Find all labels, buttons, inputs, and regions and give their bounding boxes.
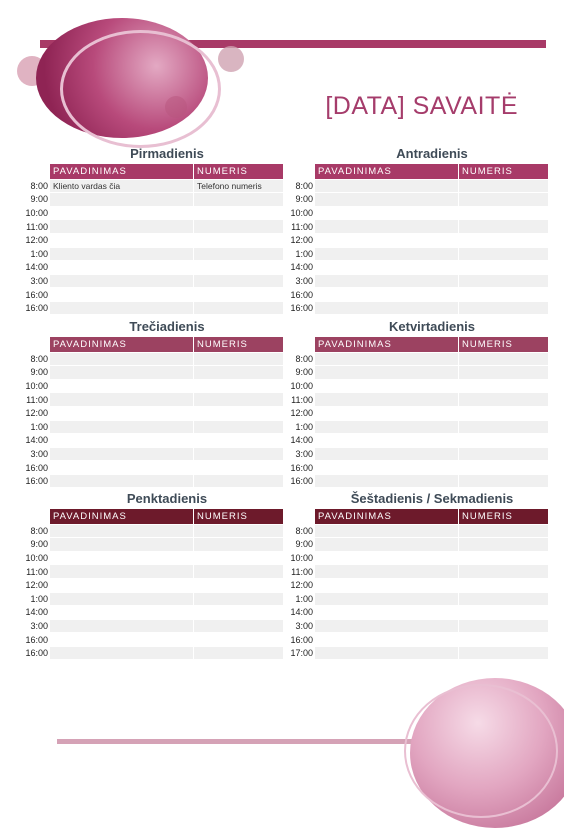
table-row: [22, 578, 283, 592]
number-cell[interactable]: [194, 579, 283, 592]
number-cell[interactable]: [459, 593, 548, 606]
name-cell[interactable]: [315, 261, 458, 274]
time-label: 11:00: [26, 566, 48, 577]
name-cell[interactable]: [315, 538, 458, 551]
table-header: [50, 164, 283, 179]
day-section: [287, 491, 549, 666]
number-cell[interactable]: [194, 261, 283, 274]
column-header-name: PAVADINIMAS: [315, 509, 458, 524]
number-cell[interactable]: [194, 538, 283, 551]
table-row: [287, 434, 548, 448]
name-cell[interactable]: [50, 593, 193, 606]
table-row: [287, 366, 548, 380]
time-label: 14:00: [25, 607, 48, 618]
table-header: [50, 509, 283, 524]
table-row: [22, 461, 283, 475]
table-row: [287, 461, 548, 475]
time-label: 11:00: [26, 394, 48, 405]
table-row: [22, 565, 283, 579]
day-section: [22, 491, 284, 666]
table-row: [22, 551, 283, 565]
number-cell[interactable]: [459, 475, 548, 488]
time-label: 12:00: [25, 580, 48, 591]
number-cell[interactable]: [459, 207, 548, 220]
table-row: [22, 233, 283, 247]
number-cell[interactable]: [459, 647, 548, 660]
number-cell[interactable]: [194, 593, 283, 606]
name-cell[interactable]: [50, 234, 193, 247]
time-label: 1:00: [30, 593, 48, 604]
table-row: [287, 206, 548, 220]
table-row: [22, 379, 283, 393]
name-cell[interactable]: [50, 220, 193, 233]
name-cell[interactable]: [315, 525, 458, 538]
table-row: [287, 633, 548, 647]
number-cell[interactable]: [459, 633, 548, 646]
day-title[interactable]: Antradienis: [396, 146, 468, 161]
number-cell[interactable]: [459, 248, 548, 261]
name-cell[interactable]: [50, 552, 193, 565]
table-row: [287, 447, 548, 461]
day-section: [287, 319, 549, 494]
time-label: 8:00: [30, 180, 48, 191]
number-cell[interactable]: [459, 538, 548, 551]
name-cell[interactable]: [50, 647, 193, 660]
name-cell[interactable]: [50, 633, 193, 646]
time-label: 16:00: [290, 303, 313, 314]
name-cell[interactable]: [50, 565, 193, 578]
number-cell[interactable]: [194, 207, 283, 220]
time-label: 11:00: [26, 221, 48, 232]
decorative-circle: [165, 96, 187, 118]
name-cell[interactable]: [50, 620, 193, 633]
time-label: 10:00: [290, 552, 313, 563]
name-cell[interactable]: [50, 434, 193, 447]
table-row: [287, 301, 548, 315]
number-cell[interactable]: [459, 448, 548, 461]
number-cell[interactable]: [194, 421, 283, 434]
column-header-number: NUMERIS: [459, 337, 548, 352]
name-cell[interactable]: [50, 393, 193, 406]
number-cell[interactable]: [194, 393, 283, 406]
time-label: 10:00: [25, 552, 48, 563]
number-cell[interactable]: [459, 193, 548, 206]
name-cell[interactable]: [315, 434, 458, 447]
name-cell[interactable]: [50, 407, 193, 420]
table-row: [287, 538, 548, 552]
time-label: 12:00: [290, 235, 313, 246]
name-cell[interactable]: [315, 421, 458, 434]
number-cell[interactable]: [194, 647, 283, 660]
table-row: [287, 606, 548, 620]
number-cell[interactable]: [194, 565, 283, 578]
table-row: [287, 274, 548, 288]
name-cell[interactable]: [50, 193, 193, 206]
number-cell[interactable]: [194, 366, 283, 379]
time-label: 9:00: [295, 194, 313, 205]
name-cell[interactable]: [50, 475, 193, 488]
time-label: 3:00: [295, 448, 313, 459]
number-cell[interactable]: Telefono numeris: [194, 180, 283, 193]
time-label: 12:00: [290, 580, 313, 591]
name-cell[interactable]: [50, 261, 193, 274]
time-slots: [287, 352, 548, 488]
table-row: [22, 179, 283, 193]
name-cell[interactable]: [50, 275, 193, 288]
number-cell[interactable]: [459, 620, 548, 633]
name-cell[interactable]: [50, 448, 193, 461]
number-cell[interactable]: [194, 275, 283, 288]
number-cell[interactable]: [194, 288, 283, 301]
time-label: 8:00: [295, 180, 313, 191]
column-header-number: NUMERIS: [194, 509, 283, 524]
time-label: 3:00: [30, 448, 48, 459]
table-row: [287, 474, 548, 488]
time-label: 11:00: [291, 566, 313, 577]
day-title[interactable]: Trečiadienis: [129, 319, 205, 334]
column-header-name: PAVADINIMAS: [315, 337, 458, 352]
name-cell[interactable]: [50, 302, 193, 315]
time-slots: [287, 524, 548, 660]
name-cell[interactable]: [315, 461, 458, 474]
name-cell[interactable]: [50, 579, 193, 592]
table-row: [22, 288, 283, 302]
table-row: [22, 301, 283, 315]
number-cell[interactable]: [459, 288, 548, 301]
name-cell[interactable]: [50, 525, 193, 538]
table-row: [22, 606, 283, 620]
day-section: [287, 146, 549, 321]
number-cell[interactable]: [194, 407, 283, 420]
number-cell[interactable]: [459, 261, 548, 274]
name-cell[interactable]: [50, 248, 193, 261]
name-cell[interactable]: [315, 593, 458, 606]
column-header-number: NUMERIS: [194, 164, 283, 179]
time-label: 9:00: [295, 539, 313, 550]
name-cell[interactable]: [315, 565, 458, 578]
time-label: 3:00: [30, 275, 48, 286]
column-header-name: PAVADINIMAS: [315, 164, 458, 179]
table-row: [287, 420, 548, 434]
name-cell[interactable]: [315, 353, 458, 366]
time-label: 16:00: [290, 476, 313, 487]
table-row: [22, 592, 283, 606]
number-cell[interactable]: [459, 421, 548, 434]
number-cell[interactable]: [459, 353, 548, 366]
table-row: [22, 434, 283, 448]
time-label: 1:00: [30, 248, 48, 259]
column-header-number: NUMERIS: [459, 509, 548, 524]
number-cell[interactable]: [194, 302, 283, 315]
table-row: [22, 206, 283, 220]
table-row: [287, 565, 548, 579]
name-cell[interactable]: [50, 461, 193, 474]
table-row: [22, 420, 283, 434]
number-cell[interactable]: [459, 302, 548, 315]
table-row: [22, 274, 283, 288]
table-row: [287, 646, 548, 660]
table-header: [50, 337, 283, 352]
table-row: [287, 352, 548, 366]
name-cell[interactable]: [315, 193, 458, 206]
decorative-ring: [60, 30, 221, 148]
name-cell[interactable]: [315, 393, 458, 406]
name-cell[interactable]: [50, 353, 193, 366]
table-row: [287, 261, 548, 275]
time-label: 14:00: [290, 262, 313, 273]
table-row: [287, 578, 548, 592]
name-cell[interactable]: [315, 220, 458, 233]
number-cell[interactable]: [194, 353, 283, 366]
time-label: 3:00: [30, 620, 48, 631]
time-label: 16:00: [25, 462, 48, 473]
column-header-name: PAVADINIMAS: [50, 337, 193, 352]
table-row: [22, 646, 283, 660]
table-row: [22, 406, 283, 420]
number-cell[interactable]: [194, 552, 283, 565]
number-cell[interactable]: [194, 448, 283, 461]
day-title[interactable]: Šeštadienis / Sekmadienis: [350, 491, 514, 506]
name-cell[interactable]: [50, 207, 193, 220]
table-row: [287, 247, 548, 261]
table-row: [22, 447, 283, 461]
name-cell[interactable]: [315, 448, 458, 461]
time-label: 14:00: [290, 607, 313, 618]
column-header-number: NUMERIS: [459, 164, 548, 179]
table-row: [287, 592, 548, 606]
time-label: 16:00: [290, 634, 313, 645]
day-title[interactable]: Pirmadienis: [130, 146, 204, 161]
table-row: [22, 366, 283, 380]
number-cell[interactable]: [459, 565, 548, 578]
table-row: [22, 538, 283, 552]
time-label: 9:00: [30, 367, 48, 378]
name-cell[interactable]: [315, 275, 458, 288]
time-label: 9:00: [30, 539, 48, 550]
number-cell[interactable]: [194, 620, 283, 633]
day-section: [22, 319, 284, 494]
day-title[interactable]: Ketvirtadienis: [389, 319, 475, 334]
table-row: [287, 393, 548, 407]
table-header: [315, 164, 548, 179]
name-cell[interactable]: [315, 180, 458, 193]
number-cell[interactable]: [459, 275, 548, 288]
day-section: [22, 146, 284, 321]
time-slots: [22, 179, 283, 315]
table-row: [22, 474, 283, 488]
time-label: 1:00: [295, 248, 313, 259]
time-label: 14:00: [25, 435, 48, 446]
time-label: 3:00: [295, 275, 313, 286]
number-cell[interactable]: [194, 475, 283, 488]
table-row: [287, 551, 548, 565]
time-label: 8:00: [295, 525, 313, 536]
number-cell[interactable]: [459, 366, 548, 379]
time-label: 17:00: [290, 648, 313, 659]
time-label: 8:00: [295, 353, 313, 364]
name-cell[interactable]: [50, 606, 193, 619]
time-label: 8:00: [30, 353, 48, 364]
column-header-name: PAVADINIMAS: [50, 164, 193, 179]
number-cell[interactable]: [194, 525, 283, 538]
time-label: 14:00: [290, 435, 313, 446]
name-cell[interactable]: [315, 248, 458, 261]
time-label: 12:00: [25, 235, 48, 246]
number-cell[interactable]: [459, 606, 548, 619]
name-cell[interactable]: [50, 538, 193, 551]
table-row: [287, 179, 548, 193]
name-cell[interactable]: [315, 407, 458, 420]
name-cell[interactable]: [315, 288, 458, 301]
decorative-circle: [218, 46, 244, 72]
time-label: 12:00: [290, 408, 313, 419]
name-cell[interactable]: [50, 380, 193, 393]
time-label: 16:00: [290, 462, 313, 473]
table-row: [287, 379, 548, 393]
time-label: 14:00: [25, 262, 48, 273]
number-cell[interactable]: [194, 606, 283, 619]
time-label: 10:00: [25, 380, 48, 391]
name-cell[interactable]: [315, 552, 458, 565]
table-row: [287, 406, 548, 420]
number-cell[interactable]: [194, 193, 283, 206]
time-label: 16:00: [25, 648, 48, 659]
name-cell[interactable]: [315, 234, 458, 247]
table-row: [287, 233, 548, 247]
number-cell[interactable]: [194, 234, 283, 247]
time-label: 1:00: [295, 421, 313, 432]
day-title[interactable]: Penktadienis: [126, 491, 208, 506]
table-row: [22, 619, 283, 633]
time-label: 10:00: [290, 380, 313, 391]
decorative-ring-bottom: [404, 684, 558, 818]
time-label: 16:00: [25, 476, 48, 487]
table-row: [22, 524, 283, 538]
number-cell[interactable]: [194, 248, 283, 261]
time-label: 16:00: [25, 634, 48, 645]
time-label: 1:00: [295, 593, 313, 604]
column-header-number: NUMERIS: [194, 337, 283, 352]
number-cell[interactable]: [194, 220, 283, 233]
name-cell[interactable]: [315, 606, 458, 619]
name-cell[interactable]: [50, 288, 193, 301]
number-cell[interactable]: [459, 579, 548, 592]
time-slots: [22, 352, 283, 488]
time-label: 1:00: [30, 421, 48, 432]
time-label: 9:00: [295, 367, 313, 378]
table-header: [315, 337, 548, 352]
table-row: [287, 619, 548, 633]
time-label: 10:00: [25, 207, 48, 218]
time-label: 8:00: [30, 525, 48, 536]
table-row: [22, 352, 283, 366]
name-cell[interactable]: [315, 475, 458, 488]
number-cell[interactable]: [459, 407, 548, 420]
table-row: [287, 288, 548, 302]
number-cell[interactable]: [459, 461, 548, 474]
table-row: [287, 220, 548, 234]
time-label: 11:00: [291, 221, 313, 232]
table-row: [22, 261, 283, 275]
number-cell[interactable]: [459, 380, 548, 393]
name-cell[interactable]: [315, 647, 458, 660]
name-cell[interactable]: [315, 302, 458, 315]
time-slots: [287, 179, 548, 315]
number-cell[interactable]: [194, 461, 283, 474]
table-row: [22, 633, 283, 647]
name-cell[interactable]: [315, 579, 458, 592]
name-cell[interactable]: [50, 366, 193, 379]
table-header: [315, 509, 548, 524]
number-cell[interactable]: [459, 220, 548, 233]
page-title[interactable]: [DATA] SAVAITĖ: [325, 92, 518, 120]
name-cell[interactable]: [315, 380, 458, 393]
table-row: [22, 193, 283, 207]
time-label: 16:00: [25, 303, 48, 314]
name-cell[interactable]: [315, 620, 458, 633]
table-row: [287, 193, 548, 207]
table-row: [287, 524, 548, 538]
table-row: [22, 393, 283, 407]
name-cell[interactable]: [315, 366, 458, 379]
column-header-name: PAVADINIMAS: [50, 509, 193, 524]
name-cell[interactable]: [50, 421, 193, 434]
number-cell[interactable]: [459, 525, 548, 538]
name-cell[interactable]: Kliento vardas čia: [50, 180, 193, 193]
number-cell[interactable]: [459, 552, 548, 565]
number-cell[interactable]: [459, 234, 548, 247]
number-cell[interactable]: [459, 180, 548, 193]
time-label: 9:00: [30, 194, 48, 205]
number-cell[interactable]: [194, 633, 283, 646]
name-cell[interactable]: [315, 633, 458, 646]
name-cell[interactable]: [315, 207, 458, 220]
number-cell[interactable]: [459, 434, 548, 447]
number-cell[interactable]: [194, 434, 283, 447]
time-label: 16:00: [290, 289, 313, 300]
time-label: 12:00: [25, 408, 48, 419]
time-label: 11:00: [291, 394, 313, 405]
time-slots: [22, 524, 283, 660]
table-row: [22, 220, 283, 234]
number-cell[interactable]: [194, 380, 283, 393]
time-label: 10:00: [290, 207, 313, 218]
time-label: 3:00: [295, 620, 313, 631]
table-row: [22, 247, 283, 261]
time-label: 16:00: [25, 289, 48, 300]
number-cell[interactable]: [459, 393, 548, 406]
